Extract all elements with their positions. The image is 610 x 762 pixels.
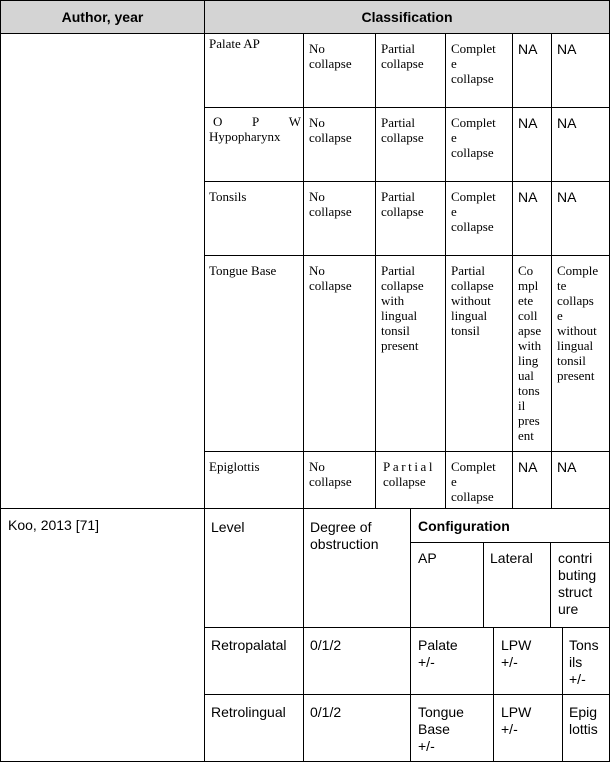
grade-cell bbox=[551, 181, 610, 256]
contrib-value: Tons ils +/- bbox=[569, 637, 599, 687]
configuration-header: Configuration bbox=[418, 518, 510, 534]
site-cell bbox=[204, 255, 304, 452]
grade-cell bbox=[512, 33, 552, 108]
grade-cell bbox=[375, 181, 446, 256]
contrib-cell bbox=[562, 627, 610, 695]
grade-text: Partial collapse bbox=[381, 41, 424, 71]
grade-cell bbox=[303, 255, 376, 452]
grade-cell bbox=[445, 451, 513, 509]
grade-text: NA bbox=[557, 41, 577, 57]
grade-cell bbox=[551, 451, 610, 509]
configuration-header-cell bbox=[410, 508, 610, 543]
lateral-cell bbox=[493, 694, 563, 762]
grade-cell bbox=[303, 181, 376, 256]
classification-header bbox=[204, 0, 610, 34]
grade-cell bbox=[445, 33, 513, 108]
grade-text: Complet e collapse bbox=[451, 41, 496, 86]
grade-cell bbox=[445, 107, 513, 182]
grade-text: NA bbox=[518, 115, 538, 131]
grade-text: No collapse bbox=[309, 189, 352, 219]
grade-text: NA bbox=[518, 189, 538, 205]
level-label: Retropalatal bbox=[211, 637, 287, 653]
grade-cell bbox=[375, 451, 446, 509]
grade-cell bbox=[512, 255, 552, 452]
site-label: Epiglottis bbox=[209, 459, 260, 474]
grade-cell bbox=[445, 181, 513, 256]
grade-text: Partial collapse bbox=[381, 189, 424, 219]
site-label: Tongue Base bbox=[209, 263, 277, 278]
grade-cell bbox=[551, 255, 610, 452]
contrib-header-cell bbox=[550, 542, 610, 628]
author-cell-empty bbox=[0, 33, 205, 509]
lateral-cell bbox=[493, 627, 563, 695]
ap-cell bbox=[410, 694, 494, 762]
grade-text: Partial collapse with lingual tonsil present bbox=[381, 263, 424, 353]
lateral-header-cell bbox=[483, 542, 551, 628]
grade-cell bbox=[303, 33, 376, 108]
ap-value: Palate +/- bbox=[418, 637, 458, 670]
contrib-header: contri buting struct ure bbox=[558, 550, 597, 617]
grade-cell bbox=[375, 107, 446, 182]
contrib-value: Epig lottis bbox=[569, 704, 598, 737]
author-year-header bbox=[0, 0, 205, 34]
ap-header: AP bbox=[418, 550, 437, 566]
level-header: Level bbox=[211, 519, 245, 535]
grade-cell bbox=[375, 255, 446, 452]
grade-text: No collapse bbox=[309, 115, 352, 145]
grade-cell bbox=[512, 107, 552, 182]
author-cell-koo bbox=[0, 508, 205, 762]
grade-text: Partial collapse without lingual tonsil bbox=[451, 263, 494, 338]
grade-text: NA bbox=[557, 459, 577, 475]
site-cell bbox=[204, 33, 304, 108]
site-cell bbox=[204, 451, 304, 509]
site-cell bbox=[204, 181, 304, 256]
lateral-value: LPW +/- bbox=[501, 704, 532, 737]
grade-text: Partial collapse bbox=[381, 115, 424, 145]
lateral-header: Lateral bbox=[490, 550, 533, 566]
grade-text: Partial bbox=[383, 459, 436, 474]
grade-cell bbox=[445, 255, 513, 452]
grade-text: NA bbox=[518, 459, 538, 475]
degree-header: Degree of obstruction bbox=[310, 519, 379, 552]
grade-text: Complet e collapse bbox=[451, 459, 496, 504]
lateral-value: LPW +/- bbox=[501, 637, 532, 670]
author-year-header-text: Author, year bbox=[61, 9, 144, 25]
level-label: Retrolingual bbox=[211, 704, 286, 720]
grade-text: No collapse bbox=[309, 41, 352, 71]
level-header-cell bbox=[204, 508, 304, 628]
degree-header-cell bbox=[303, 508, 411, 628]
contrib-cell bbox=[562, 694, 610, 762]
grade-text: Complet e collapse bbox=[451, 115, 496, 160]
level-cell bbox=[204, 627, 304, 695]
grade-text: NA bbox=[557, 115, 577, 131]
site-label: Hypopharynx bbox=[209, 129, 281, 144]
grade-text: Co mpl ete coll apse with ling ual tons il pres ent bbox=[518, 263, 542, 443]
author-label: Koo, 2013 [71] bbox=[8, 517, 100, 533]
level-cell bbox=[204, 694, 304, 762]
grade-text: No collapse bbox=[309, 263, 352, 293]
grade-text: collapse bbox=[383, 474, 426, 489]
site-label: Tonsils bbox=[209, 189, 247, 204]
grade-cell bbox=[303, 451, 376, 509]
grade-cell bbox=[551, 33, 610, 108]
grade-text: No collapse bbox=[309, 459, 352, 489]
grade-text: NA bbox=[518, 41, 538, 57]
grade-text: NA bbox=[557, 189, 577, 205]
grade-cell bbox=[512, 181, 552, 256]
ap-cell bbox=[410, 627, 494, 695]
grade-cell bbox=[375, 33, 446, 108]
site-label-opw: O P W bbox=[213, 114, 301, 129]
classification-header-text: Classification bbox=[361, 9, 453, 25]
grade-text: Comple te collaps e without lingual tonsil present bbox=[557, 263, 599, 383]
site-cell bbox=[204, 107, 304, 182]
degree-cell bbox=[303, 627, 411, 695]
grade-text: Complet e collapse bbox=[451, 189, 496, 234]
degree-value: 0/1/2 bbox=[310, 704, 342, 720]
grade-cell bbox=[512, 451, 552, 509]
ap-header-cell bbox=[410, 542, 484, 628]
ap-value: Tongue Base +/- bbox=[418, 704, 464, 754]
degree-value: 0/1/2 bbox=[310, 637, 342, 653]
grade-cell bbox=[303, 107, 376, 182]
degree-cell bbox=[303, 694, 411, 762]
grade-cell bbox=[551, 107, 610, 182]
site-label: Palate AP bbox=[209, 36, 260, 51]
